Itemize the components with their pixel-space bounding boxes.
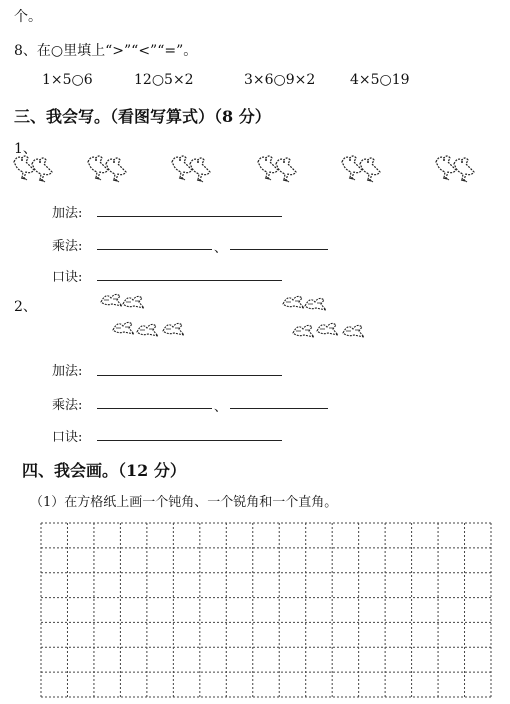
bird-pair-1-icon xyxy=(14,156,52,182)
p2-rhyme-label: 口诀: xyxy=(52,430,83,445)
q8-item-2: 12○5×2 xyxy=(134,72,194,88)
square-grid-paper[interactable] xyxy=(40,522,492,698)
problem1-number: 1、 xyxy=(14,141,37,157)
section4-heading: 四、我会画。（12 分） xyxy=(22,461,186,480)
q8-prompt: 8、在○里填上“>”“<”“=”。 xyxy=(14,43,198,59)
p2-add-label: 加法: xyxy=(52,364,83,379)
bird-pair-5-icon xyxy=(342,156,380,182)
bird-pair-6-icon xyxy=(436,156,474,182)
p1-mul-label: 乘法: xyxy=(52,239,83,254)
section3-heading: 三、我会写。（看图写算式）（8 分） xyxy=(14,107,271,126)
p2-mul-answer-line-1[interactable] xyxy=(97,408,212,409)
bird-pair-4-icon xyxy=(258,156,296,182)
left-top-birds-icon xyxy=(101,294,144,308)
section4-item1: （1）在方格纸上画一个钝角、一个锐角和一个直角。 xyxy=(30,495,338,510)
right-bottom-birds-icon xyxy=(293,323,364,337)
right-top-birds-icon xyxy=(283,296,326,310)
q8-item-4: 4×5○19 xyxy=(350,72,410,88)
p2-add-answer-line[interactable] xyxy=(97,375,282,376)
problem2-number: 2、 xyxy=(14,299,37,315)
bird-pairs-picture xyxy=(10,148,500,188)
p2-rhyme-answer-line[interactable] xyxy=(97,440,282,441)
p1-rhyme-answer-line[interactable] xyxy=(97,280,282,281)
p2-mul-separator: 、 xyxy=(214,400,228,415)
p1-mul-answer-line-2[interactable] xyxy=(230,249,328,250)
bird-pair-3-icon xyxy=(172,156,210,182)
q8-item-1: 1×5○6 xyxy=(42,72,93,88)
p2-mul-answer-line-2[interactable] xyxy=(230,408,328,409)
flying-birds-picture xyxy=(96,288,386,344)
p1-rhyme-label: 口诀: xyxy=(52,270,83,285)
p1-mul-separator: 、 xyxy=(214,241,228,256)
bird-pair-2-icon xyxy=(88,156,126,182)
left-bottom-birds-icon xyxy=(113,322,184,336)
prev-question-tail: 个。 xyxy=(14,9,42,25)
p1-add-label: 加法: xyxy=(52,206,83,221)
p2-mul-label: 乘法: xyxy=(52,398,83,413)
p1-add-answer-line[interactable] xyxy=(97,216,282,217)
p1-mul-answer-line-1[interactable] xyxy=(97,249,212,250)
q8-item-3: 3×6○9×2 xyxy=(244,72,316,88)
